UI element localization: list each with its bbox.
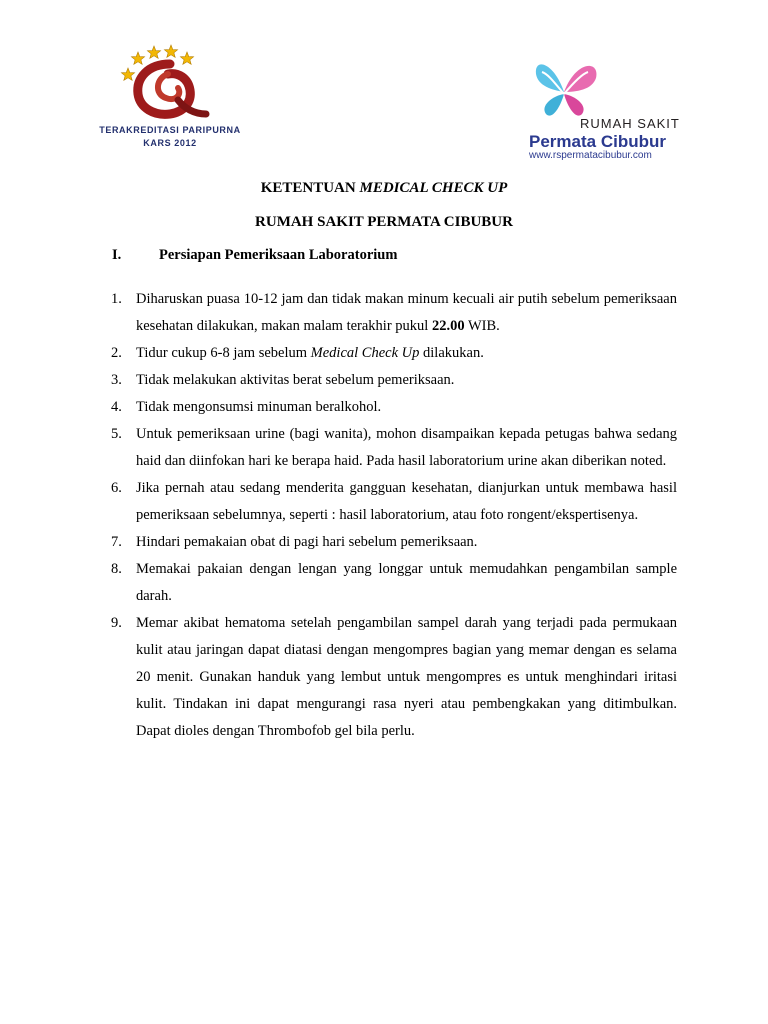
list-item-text-end: dilakukan. <box>419 345 484 361</box>
hospital-logo-line-1: RUMAH SAKIT <box>580 116 680 131</box>
list-item-text: Tidak melakukan aktivitas berat sebelum pemeriksaan. <box>136 372 455 388</box>
kars-line-2: KARS 2012 <box>143 138 197 148</box>
list-item <box>111 475 677 529</box>
list-item-number: 4. <box>111 399 122 415</box>
list-item <box>111 556 677 610</box>
hospital-logo-name: Permata Cibubur <box>529 132 666 151</box>
list-item-text: Tidak mengonsumsi minuman beralkohol. <box>136 399 382 415</box>
hospital-logo-url: www.rspermatacibubur.com <box>529 150 652 161</box>
butterfly-icon <box>524 52 604 122</box>
section-title: Persiapan Pemeriksaan Laboratorium <box>159 247 398 263</box>
list-item-text: Tidur cukup 6-8 jam sebelum <box>136 345 311 361</box>
list-item-number: 9. <box>111 615 122 631</box>
list-item-number: 2. <box>111 345 122 361</box>
list-item-number: 1. <box>111 291 122 307</box>
list-item-text-end: WIB. <box>464 318 500 334</box>
list-item-number: 7. <box>111 534 122 550</box>
list-item-number: 6. <box>111 480 122 496</box>
kars-emblem-icon <box>118 44 228 124</box>
hospital-logo <box>524 52 714 172</box>
list-item-bold: 22.00 <box>431 318 465 334</box>
list-item-number: 5. <box>111 426 122 442</box>
list-item <box>111 610 677 745</box>
kars-accreditation-logo <box>90 40 250 155</box>
list-item <box>111 394 677 421</box>
list-item <box>111 367 677 394</box>
list-item-number: 3. <box>111 372 122 388</box>
instruction-list <box>111 286 677 745</box>
list-item-text: Diharuskan puasa 10-12 jam dan tidak makan minum kecuali air putih sebelum pemeriksaan kesehatan dilakukan, makan malam terakhir pukul <box>136 291 677 334</box>
document-subtitle: RUMAH SAKIT PERMATA CIBUBUR <box>255 214 513 230</box>
list-item-text: Memar akibat hematoma setelah pengambilan sampel darah yang terjadi pada permukaan kulit atau jaringan dapat diatasi dengan mengompres bagian yang memar dengan es selama 20 menit. Gunakan handuk yang lembut untuk mengompres es untuk menghindari iritasi kulit. Tindakan ini dapat mengurangi rasa nyeri atau pembengkakan yang ditimbulkan. Dapat dioles dengan Thrombofob gel bila perlu. <box>136 615 677 739</box>
list-item <box>111 421 677 475</box>
list-item-italic: Medical Check Up <box>310 345 420 361</box>
list-item-text: Memakai pakaian dengan lengan yang longgar untuk memudahkan pengambilan sample darah. <box>136 561 677 604</box>
document-title-prefix: KETENTUAN <box>260 180 360 196</box>
list-item-number: 8. <box>111 561 122 577</box>
kars-line-1: TERAKREDITASI PARIPURNA <box>99 125 241 135</box>
document-title <box>0 180 768 197</box>
list-item <box>111 529 677 556</box>
section-number: I. <box>112 247 122 263</box>
list-item-text: Jika pernah atau sedang menderita gangguan kesehatan, dianjurkan untuk membawa hasil pemeriksaan sebelumnya, seperti : hasil laboratorium, atau foto rongent/ekspertisenya. <box>136 480 677 523</box>
list-item-text: Untuk pemeriksaan urine (bagi wanita), mohon disampaikan kepada petugas bahwa sedang haid dan diinfokan hari ke berapa haid. Pada hasil laboratorium urine akan diberikan noted. <box>136 426 677 469</box>
list-item <box>111 340 677 367</box>
document-title-italic: MEDICAL CHECK UP <box>359 180 508 196</box>
list-item <box>111 286 677 340</box>
list-item-text: Hindari pemakaian obat di pagi hari sebelum pemeriksaan. <box>136 534 478 550</box>
